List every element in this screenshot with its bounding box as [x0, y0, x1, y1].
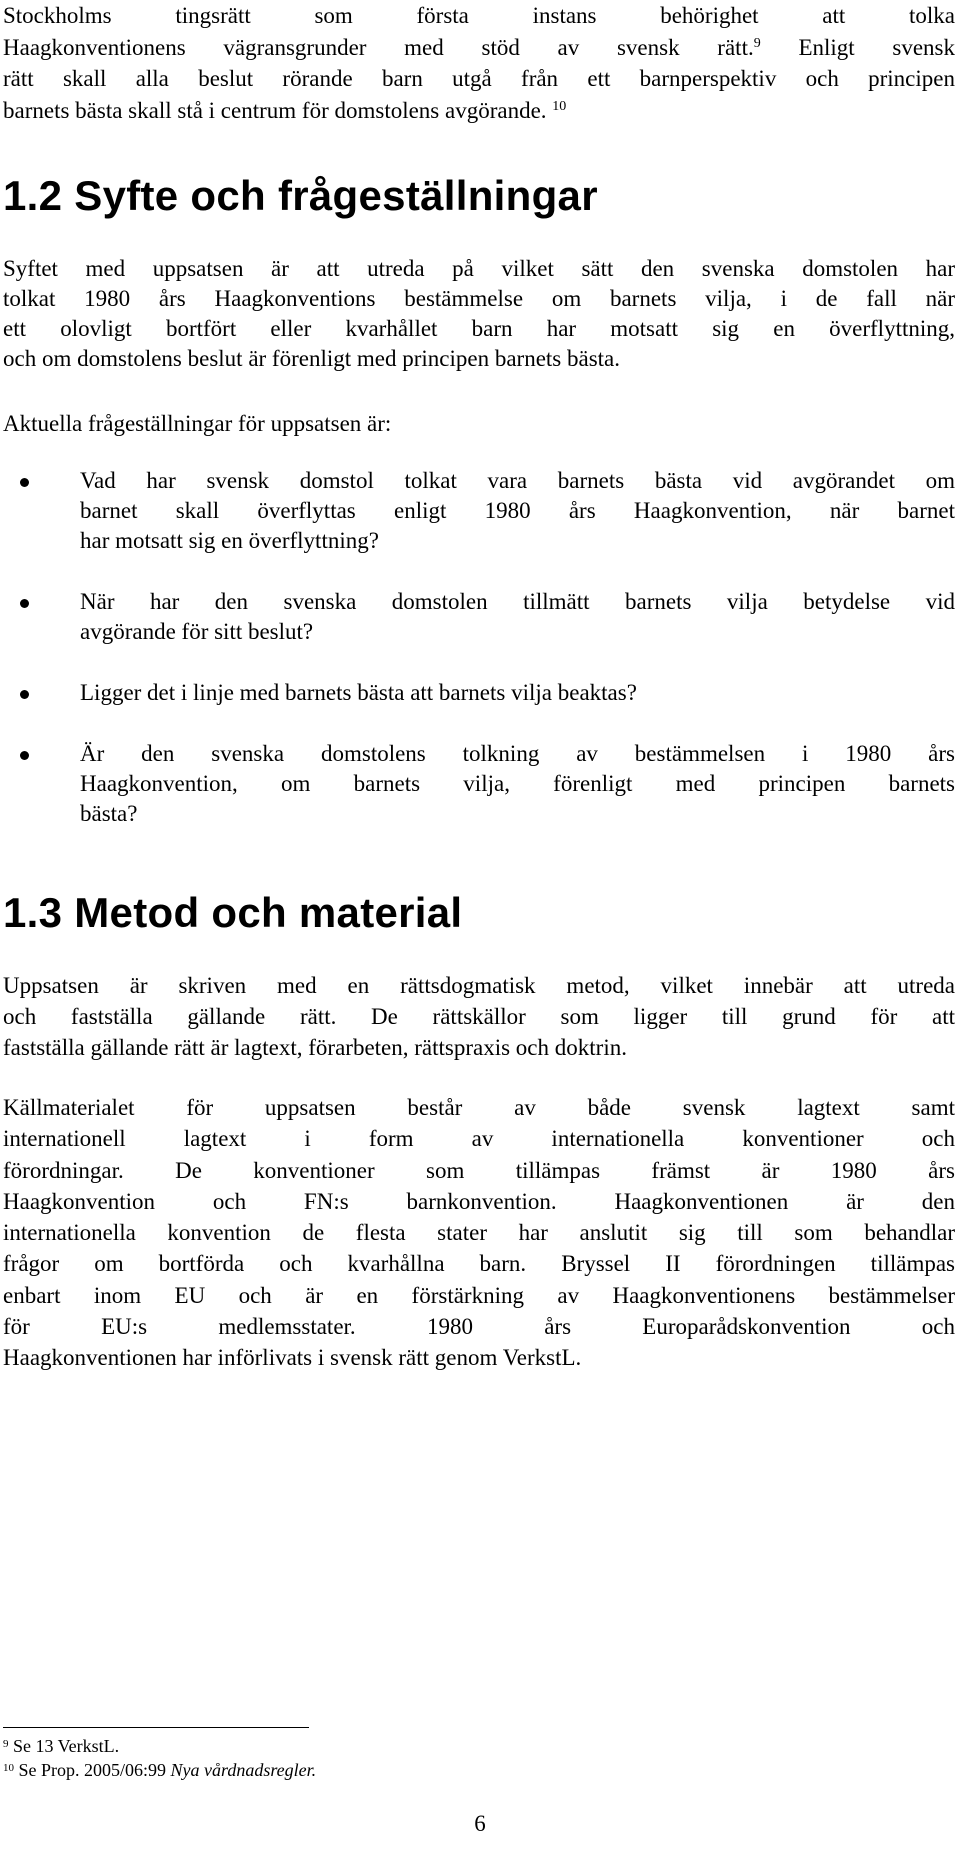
list-item: [3, 739, 955, 829]
text-line: fastställa gällande rätt är lagtext, förarbeten, rättspraxis och doktrin.: [3, 1035, 627, 1060]
text-line: internationell lagtext i form av internationella konventioner och: [3, 1126, 955, 1152]
bullet-icon: [20, 599, 29, 608]
text-line: och fastställa gällande rätt. De rättskällor som ligger till grund för att: [3, 1004, 955, 1029]
method-paragraph: [3, 970, 955, 1063]
text-segment: barnets bästa skall stå i centrum för domstolens avgörande.: [3, 97, 547, 123]
footnote-divider: [3, 1727, 309, 1728]
text-line: internationella konvention de flesta stater har anslutit sig till som behandlar: [3, 1220, 955, 1246]
section-heading: 1.3 Metod och material: [3, 889, 463, 936]
list-item: [3, 587, 955, 647]
text-line: [3, 95, 955, 127]
text-line: tolkat 1980 års Haagkonventions bestämmelse om barnets vilja, i de fall när: [3, 286, 955, 311]
text-line: och om domstolens beslut är förenligt med principen barnets bästa.: [3, 346, 621, 371]
material-paragraph: [3, 1092, 955, 1374]
text-line: enbart inom EU och är en förstärkning av Haagkonventionens bestämmelser: [3, 1282, 955, 1308]
bullet-icon: [20, 751, 29, 760]
text-line: förordningar. De konventioner som tillämpas främst är 1980 års: [3, 1157, 955, 1183]
text-line: ett olovligt bortfört eller kvarhållet barn har motsatt sig en överflyttning,: [3, 316, 955, 341]
section-heading: 1.2 Syfte och frågeställningar: [3, 172, 598, 219]
bullet-icon: [20, 478, 29, 487]
text-line: barnet skall överflyttas enligt 1980 års Haagkonvention, när barnet: [80, 498, 955, 523]
text-line: Vad har svensk domstol tolkat vara barnets bästa vid avgörandet om: [80, 468, 955, 493]
bullet-icon: [20, 690, 29, 699]
footnote-text: Se 13 VerkstL.: [13, 1736, 120, 1756]
text-line: frågor om bortförda och kvarhållna barn. Bryssel II förordningen tillämpas: [3, 1251, 955, 1277]
footnote: [3, 1735, 119, 1757]
intro-paragraph: [3, 0, 955, 126]
text-line: har motsatt sig en överflyttning?: [80, 528, 379, 553]
text-line: Är den svenska domstolens tolkning av bestämmelsen i 1980 års: [80, 741, 955, 766]
purpose-paragraph: [3, 254, 955, 374]
footnote-ref: 9: [753, 35, 761, 51]
text-line: Haagkonventionen har införlivats i svensk rätt genom VerkstL.: [3, 1345, 582, 1371]
text-line: Aktuella frågeställningar för uppsatsen är:: [3, 411, 392, 436]
list-item: [3, 678, 955, 708]
footnote-number: 10: [3, 1762, 14, 1774]
text-segment: Enligt svensk: [798, 34, 956, 60]
list-item: [3, 466, 955, 556]
footnote-number: 9: [3, 1738, 9, 1750]
page-number: 6: [474, 1811, 486, 1836]
question-list: [3, 466, 955, 829]
footnote: [3, 1759, 316, 1781]
text-line: Ligger det i linje med barnets bästa att barnets vilja beaktas?: [80, 680, 637, 705]
text-line: När har den svenska domstolen tillmätt barnets vilja betydelse vid: [80, 589, 955, 614]
text-line: för EU:s medlemsstater. 1980 års Europarådskonvention och: [3, 1314, 955, 1340]
questions-intro: [3, 408, 955, 440]
text-segment: Haagkonventionens vägransgrunder med stöd av svensk rätt.: [3, 34, 754, 60]
text-line: [3, 32, 955, 64]
footnote-ref: 10: [552, 98, 567, 114]
footnote-text: Se Prop. 2005/06:99: [18, 1760, 171, 1780]
text-line: rätt skall alla beslut rörande barn utgå från ett barnperspektiv och principen: [3, 66, 955, 91]
text-line: Haagkonvention och FN:s barnkonvention. Haagkonventionen är den: [3, 1188, 955, 1214]
text-line: Haagkonvention, om barnets vilja, förenligt med principen barnets: [80, 771, 955, 796]
text-line: avgörande för sitt beslut?: [80, 619, 314, 644]
text-line: bästa?: [80, 801, 138, 826]
text-line: Källmaterialet för uppsatsen består av både svensk lagtext samt: [3, 1095, 955, 1120]
footnote-title: Nya vårdnadsregler.: [170, 1760, 317, 1780]
text-line: Uppsatsen är skriven med en rättsdogmatisk metod, vilket innebär att utreda: [3, 973, 955, 998]
text-line: Syftet med uppsatsen är att utreda på vilket sätt den svenska domstolen har: [3, 256, 955, 281]
text-line: Stockholms tingsrätt som första instans behörighet att tolka: [3, 3, 955, 28]
